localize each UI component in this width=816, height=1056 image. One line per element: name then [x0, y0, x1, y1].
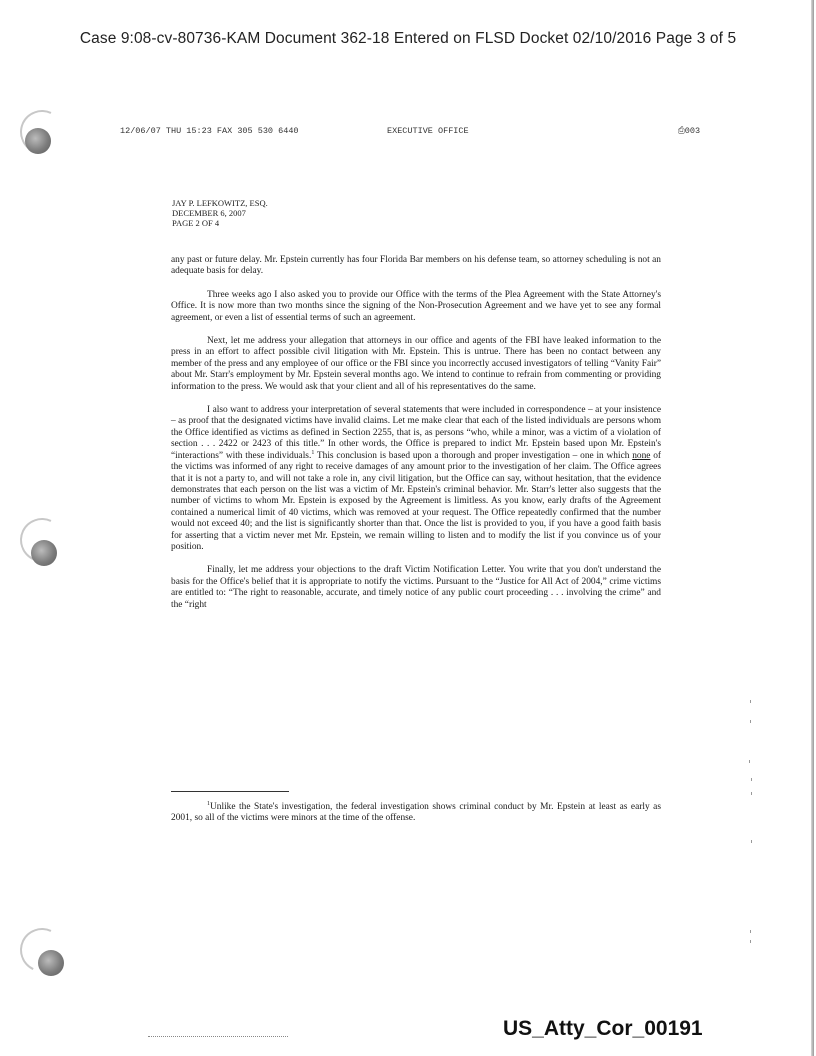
victims-text-part3: of the victims was informed of any right to receive damages of any amount prior to the investigation of her claim. The Office agrees that it is not a party to, and will not take a role in, any civil litigation, but the Office can say, without hesitation, that the evidence demonstrates that each person on the list was a victim of Mr. Epstein's criminal behavior. Mr. Starr's letter also suggests that the number of victims to whom Mr. Epstein is exposed by the Agreement is limitless. As you know, early drafts of the Agreement contained a numerical limit of 40 victims, which was removed at your request. The Office repeatedly confirmed that the number would not exceed 40; and the list is significantly shorter than that. Once the list is provided to you, if you have a good faith basis for asserting that a victim never met Mr. Epstein, we remain willing to listen and to modify the list if you convince us of your position.	[171, 450, 662, 552]
letter-page: PAGE 2 OF 4	[172, 218, 220, 228]
speck	[750, 700, 751, 703]
scan-specks	[748, 700, 756, 960]
speck	[749, 760, 750, 763]
speck	[750, 940, 751, 943]
paragraph-victims	[171, 405, 661, 553]
fax-sender: EXECUTIVE OFFICE	[387, 126, 469, 136]
speck	[750, 930, 751, 933]
letter-body	[171, 255, 661, 623]
fax-timestamp: 12/06/07 THU 15:23 FAX 305 530 6440	[120, 126, 299, 136]
underlined-word: none	[632, 450, 651, 461]
punch-hole	[38, 950, 64, 976]
speck	[751, 840, 752, 843]
binder-holes	[0, 0, 80, 1056]
footnote	[171, 802, 661, 825]
letter-date: DECEMBER 6, 2007	[172, 208, 246, 218]
speck	[750, 720, 751, 723]
footnote-text: Unlike the State's investigation, the federal investigation shows criminal conduct by Mr. Epstein at least as early as 2001, so all of the victims were minors at the time of the offense.	[171, 802, 661, 824]
footnote-divider	[171, 791, 289, 792]
letter-addressee-block	[172, 198, 268, 228]
victims-text-part1: I also want to address your interpretation of several statements that were included in correspondence – at your insistence – as proof that the designated victims have invalid claims. Let me make clear that each of the listed individuals are persons whom the Office identified as victims as defined in Section 2255, that is, as persons “who, while a minor, was a victim of a violation of section . . . 2422 or 2423 of this title.” In other words, the Office is prepared to indict Mr. Epstein based upon Mr. Epstein's “interactions” with these individuals.	[171, 405, 661, 461]
paragraph-continued: any past or future delay. Mr. Epstein currently has four Florida Bar members on his defense team, so attorney scheduling is not an adequate basis for delay.	[171, 255, 661, 277]
addressee-name: JAY P. LEFKOWITZ, ESQ.	[172, 198, 268, 208]
footnote-reference: 1	[311, 449, 315, 456]
bates-number: US_Atty_Cor_00191	[503, 1017, 703, 1040]
scan-noise	[148, 1036, 288, 1039]
paragraph-plea-agreement: Three weeks ago I also asked you to provide our Office with the terms of the Plea Agreement with the State Attorney's Office. It is now more than two months since the signing of the Non-Prosecution Agreement and we have yet to see any formal agreement, or even a list of essential terms of such an agreement.	[171, 289, 661, 323]
paragraph-notification-letter: Finally, let me address your objections to the draft Victim Notification Letter. You write that you don't understand the basis for the Office's belief that it is appropriate to notify the victims. Pursuant to the “Justice for All Act of 2004,” crime victims are entitled to: “The right to reasonable, accurate, and timely notice of any public court proceeding . . . involving the crime” and the “right	[171, 565, 661, 610]
victims-text-part2: This conclusion is based upon a thorough and proper investigation – one in which	[314, 450, 633, 461]
punch-hole	[25, 128, 51, 154]
scan-edge	[811, 0, 814, 1056]
court-docket-header: Case 9:08-cv-80736-KAM Document 362-18 Entered on FLSD Docket 02/10/2016 Page 3 of 5	[79, 30, 737, 47]
fax-page-number: ⎙003	[678, 126, 701, 136]
punch-hole	[31, 540, 57, 566]
speck	[751, 778, 752, 781]
footnote-number: 1	[207, 800, 210, 807]
paragraph-press-leaks: Next, let me address your allegation that attorneys in our office and agents of the FBI have leaked information to the press in an effort to affect possible civil litigation with Mr. Epstein. This is untrue. There has been no contact between any member of the press and any employee of our office or the FBI since you incorrectly accused investigators of telling “Vanity Fair” about Mr. Starr's employment by Mr. Epstein several months ago. We intend to continue to refrain from commenting or providing information to the press. We would ask that your client and all of his representatives do the same.	[171, 336, 661, 392]
speck	[751, 792, 752, 795]
